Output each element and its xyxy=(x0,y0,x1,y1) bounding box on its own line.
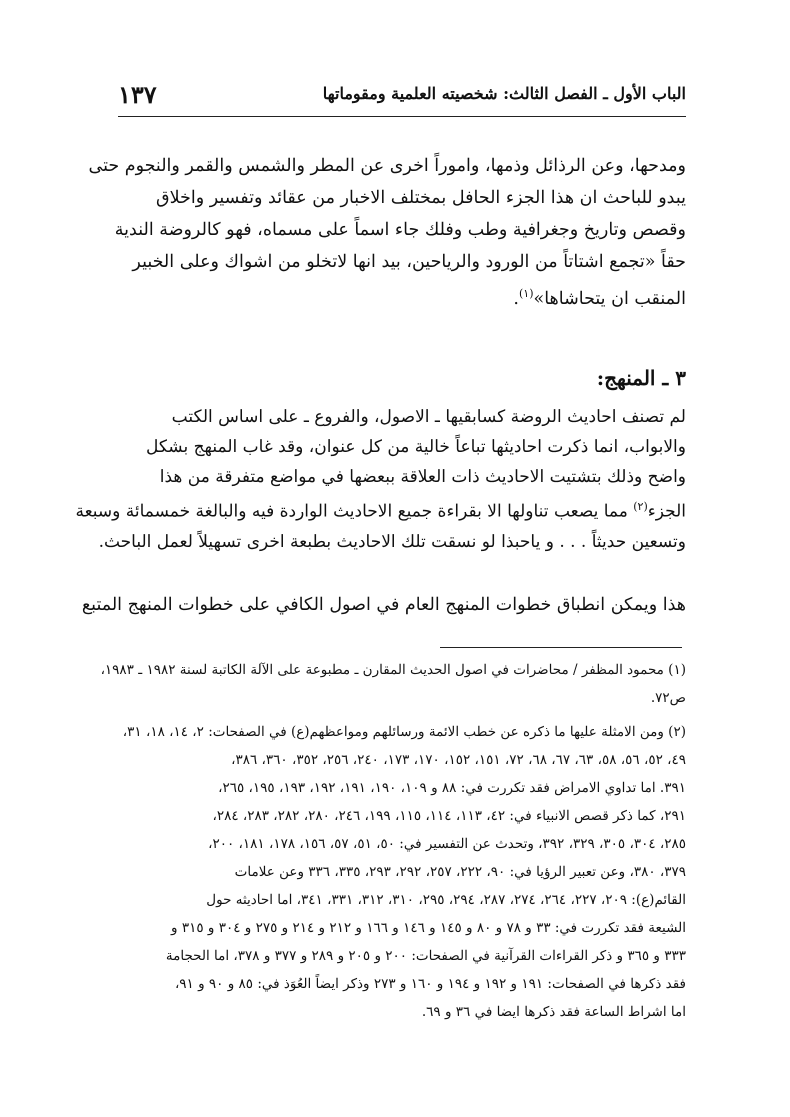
paragraph-line: والابواب، انما ذكرت احاديثها تباعاً خالية من كل عنوان، وقد غاب المنهج بشكل xyxy=(146,437,686,457)
footnote-line: ٣٣٣ و ٣٦٥ و ذكر القراءات القرآنية في الصفحات: ٢٠٠ و ٢٠٥ و ٢٨٩ و ٣٧٧ و ٣٧٨، اما الحجامة xyxy=(165,948,686,964)
section-heading: ٣ ـ المنهج: xyxy=(596,366,686,390)
paragraph-line: هذا ويمكن انطباق خطوات المنهج العام في اصول الكافي على خطوات المنهج المتبع xyxy=(81,595,686,615)
paragraph-line: يبدو للباحث ان هذا الجزء الحافل بمختلف الاخبار من عقائد وتفسير واخلاق xyxy=(156,188,686,208)
footnote-divider xyxy=(440,647,682,648)
footnote-line: ص٧٢. xyxy=(650,690,686,706)
paragraph-line: وتسعين حديثاً . . . و ياحبذا لو نسقت تلك الاحاديث بطبعة اخرى تسهيلاً لعمل الباحث. xyxy=(98,531,686,552)
footnote-line: (١) محمود المظفر / محاضرات في اصول الحديث المقارن ـ مطبوعة على الآلة الكاتبة لسنة ١٩٨٢ ـ ١٩٨٣، xyxy=(100,662,686,678)
sentence-end: . xyxy=(513,288,519,309)
footnotes xyxy=(100,656,686,1032)
footnote-ref: (٢) xyxy=(633,500,648,513)
paragraph-text: الجزء xyxy=(647,501,686,522)
footnote-1 xyxy=(100,656,686,712)
paragraph-line: واضح وذلك بتشتيت الاحاديث ذات العلاقة ببعضها في مواضع متفرقة من هذا xyxy=(159,467,686,487)
footnote-ref: (١) xyxy=(518,287,534,300)
footnote-line: ٢٨٥، ٣٠٤، ٣٠٥، ٣٢٩، ٣٩٢، وتحدث عن التفسير في: ٥٠، ٥١، ٥٧، ١٥٦، ١٧٨، ١٨١، ٢٠٠، xyxy=(208,836,686,852)
footnote-line: ٢٩١، كما ذكر قصص الانبياء في: ٤٢، ١١٣، ١١٤، ١١٥، ١٩٩، ٢٤٦، ٢٨٠، ٢٨٢، ٢٨٣، ٢٨٤، xyxy=(212,808,686,824)
footnote-2 xyxy=(110,718,686,1026)
footnote-line: ٣٩١. اما تداوي الامراض فقد تكررت في: ٨٨ و ١٠٩، ١٩٠، ١٩١، ١٩٢، ١٩٣، ١٩٥، ٢٦٥، xyxy=(218,780,686,796)
footnote-line: (٢) ومن الامثلة عليها ما ذكره عن خطب الائمة ورسائلهم ومواعظهم(ع) في الصفحات: ٢، ١٤، ١٨، ٣١، xyxy=(122,724,686,740)
footnote-line: القائم(ع): ٢٠٩، ٢٢٧، ٢٦٤، ٢٧٤، ٢٨٧، ٢٩٤، ٢٩٥، ٣١٠، ٣١٢، ٣٣١، ٣٤١، اما احاديثه حول xyxy=(206,892,686,908)
footnote-line: اما اشراط الساعة فقد ذكرها ايضا في ٣٦ و ٦٩. xyxy=(421,1004,686,1020)
paragraph-line: لم تصنف احاديث الروضة كسابقيها ـ الاصول، والفروع ـ على اساس الكتب xyxy=(171,407,686,427)
page-header xyxy=(118,78,686,118)
footnote-line: الشيعة فقد تكررت في: ٣٣ و ٧٨ و ٨٠ و ١٤٥ و ١٤٦ و ١٦٦ و ٢١٢ و ٢١٤ و ٢٧٥ و ٣٠٤ و ٣١٥ و xyxy=(171,920,686,936)
header-divider xyxy=(118,116,686,117)
paragraph-text: المنقب ان يتحاشاها» xyxy=(533,288,686,309)
method-paragraph xyxy=(75,402,686,557)
paragraph-line xyxy=(120,278,686,315)
paragraph-line: وقصص وتاريخ وجغرافية وطب وفلك جاء اسماً على مسماه، فهو كالروضة الندية xyxy=(114,220,686,240)
paragraph-line: ومدحها، وعن الرذائل وذمها، واموراً اخرى عن المطر والشمس والقمر والنجوم حتى xyxy=(88,156,686,176)
closing-paragraph xyxy=(81,590,686,620)
running-title: الباب الأول ـ الفصل الثالث: شخصيته العلمية ومقوماتها xyxy=(322,84,686,103)
footnote-line: ٤٩، ٥٢، ٥٦، ٥٨، ٦٣، ٦٧، ٦٨، ٧٢، ١٥١، ١٥٢، ١٧٠، ١٧٣، ٢٤٠، ٢٥٦، ٣٥٢، ٣٦٠، ٣٨٦، xyxy=(231,752,686,768)
footnote-line: ٣٧٩، ٣٨٠، وعن تعبير الرؤيا في: ٩٠، ٢٢٢، ٢٥٧، ٢٩٢، ٢٩٣، ٣٣٥، ٣٣٦ وعن علامات xyxy=(234,864,686,880)
footnote-line: فقد ذكرها في الصفحات: ١٩١ و ١٩٢ و ١٩٤ و ١٦٠ و ٢٧٣ وذكر ايضاً العُوَذ في: ٨٥ و ٩٠ و ٩١، xyxy=(174,976,686,992)
paragraph-text: مما يصعب تناولها الا بقراءة جميع الاحاديث الواردة فيه والبالغة خمسمائة وسبعة xyxy=(75,501,634,522)
intro-paragraph xyxy=(88,150,686,315)
paragraph-line xyxy=(75,492,686,527)
paragraph-line: حقاً «تجمع اشتاتاً من الورود والرياحين، بيد انها لاتخلو من اشواك وعلى الخبير xyxy=(132,252,686,272)
page-number: ١٣٧ xyxy=(118,80,157,109)
